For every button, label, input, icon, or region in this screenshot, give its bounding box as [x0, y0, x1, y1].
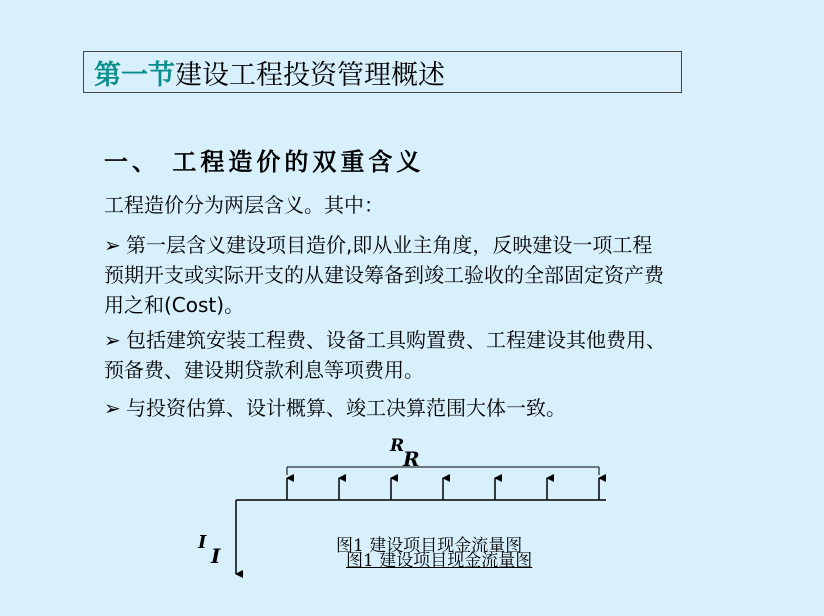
label-i-upper: I — [198, 532, 207, 553]
section-label: 第一节 — [94, 59, 175, 91]
figure-caption: 图1 建设项目现金流量图 — [336, 536, 523, 556]
bullet-2-line-1: 包括建筑安装工程费、设备工具购置费、工程建设其他费用、 — [126, 328, 666, 352]
slide-title: 建设工程投资管理概述 — [175, 59, 445, 91]
section-heading: 一、 工程造价的双重含义 — [104, 147, 425, 176]
bullet-arrow-icon: ➢ — [104, 396, 121, 420]
label-i-lower: I — [211, 544, 221, 568]
bullet-1-line-1: 第一层含义建设项目造价,即从业主角度，反映建设一项工程 — [126, 233, 653, 257]
figure-caption-duplicate: 图1 建设项目现金流量图 — [346, 551, 533, 571]
intro-text: 工程造价分为两层含义。其中： — [104, 193, 384, 217]
bullet-2-line-2: 预备费、建设期贷款利息等项费用。 — [104, 358, 424, 382]
bullet-arrow-icon: ➢ — [104, 328, 121, 352]
inflow-arrows — [287, 478, 599, 500]
bullet-1-line-3: 用之和(Cost)。 — [104, 293, 245, 317]
bullet-1-line-2: 预期开支或实际开支的从建设筹备到竣工验收的全部固定资产费 — [104, 263, 664, 287]
label-r-lower: R — [403, 447, 420, 471]
bullet-arrow-icon: ➢ — [104, 233, 121, 257]
bullet-3-line-1: 与投资估算、设计概算、竣工决算范围大体一致。 — [126, 396, 566, 420]
label-r-upper: R — [390, 436, 405, 456]
